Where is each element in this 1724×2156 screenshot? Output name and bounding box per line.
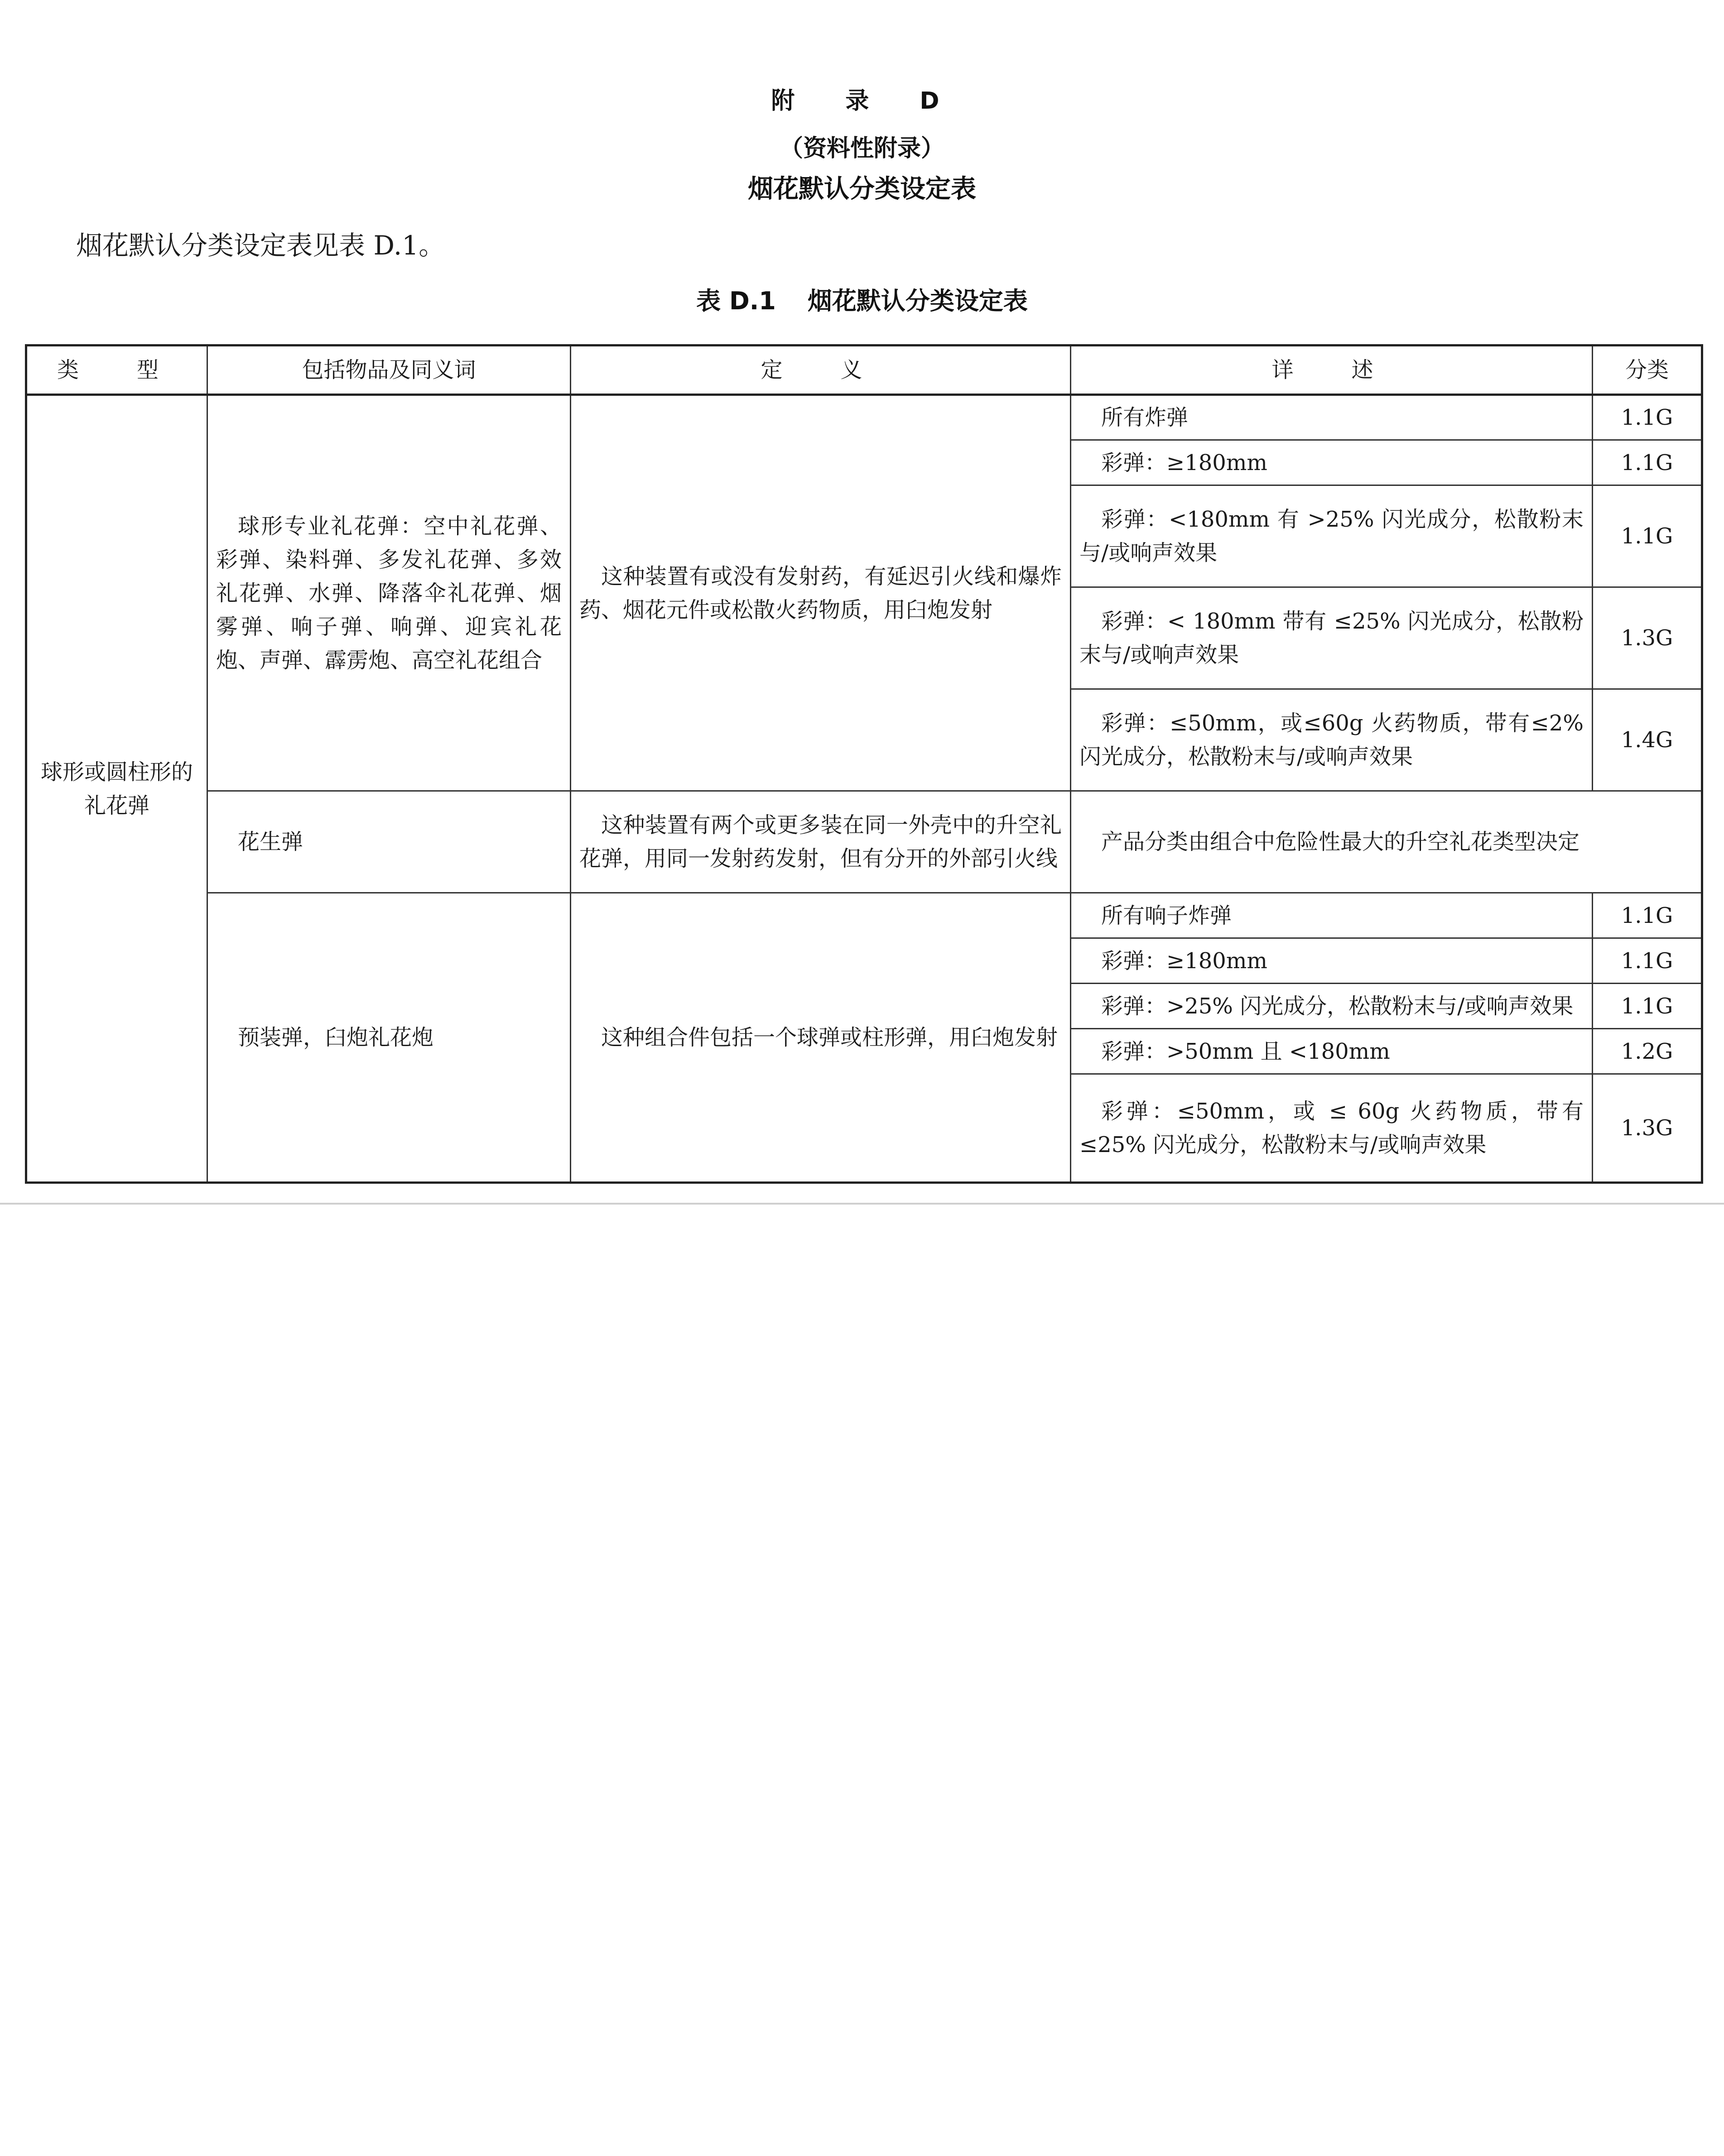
- type-cell: 球形或圆柱形的礼花弹: [26, 395, 207, 1183]
- table-caption-title: 烟花默认分类设定表: [807, 287, 1028, 315]
- class-cell: 1.1G: [1593, 395, 1702, 440]
- header-definition: 定 义: [571, 346, 1071, 395]
- table-row: [26, 791, 1702, 893]
- detail-cell: 彩弹：≤50mm，或 ≤ 60g 火药物质，带有 ≤25% 闪光成分，松散粉末与/或响声效果: [1071, 1074, 1593, 1183]
- detail-cell: 彩弹：≤50mm，或≤60g 火药物质，带有≤2% 闪光成分，松散粉末与/或响声效果: [1071, 689, 1593, 791]
- detail-cell: 彩弹：≥180mm: [1071, 938, 1593, 984]
- intro-paragraph: 烟花默认分类设定表见表 D.1。: [76, 230, 445, 261]
- detail-cell: 彩弹：< 180mm 带有 ≤25% 闪光成分，松散粉末与/或响声效果: [1071, 587, 1593, 689]
- definition-cell: 这种组合件包括一个球弹或柱形弹，用臼炮发射: [571, 893, 1071, 1183]
- appendix-heading: 烟花默认分类设定表: [748, 174, 976, 204]
- detail-cell: 彩弹：<180mm 有 >25% 闪光成分，松散粉末与/或响声效果: [1071, 485, 1593, 587]
- table-caption-number: 表 D.1: [696, 287, 776, 315]
- detail-cell: 所有响子炸弹: [1071, 893, 1593, 938]
- page-divider: [0, 1203, 1724, 1205]
- detail-cell: 彩弹：>25% 闪光成分，松散粉末与/或响声效果: [1071, 984, 1593, 1029]
- appendix-title: 附 录 D: [771, 87, 953, 115]
- table-caption: [0, 282, 1724, 317]
- header-items: 包括物品及同义词: [207, 346, 571, 395]
- table-row: [26, 395, 1702, 440]
- appendix-subtitle: （资料性附录）: [779, 135, 944, 162]
- class-cell: 1.2G: [1593, 1029, 1702, 1074]
- merged-detail-cell: 产品分类由组合中危险性最大的升空礼花类型决定: [1071, 791, 1702, 893]
- class-cell: 1.1G: [1593, 893, 1702, 938]
- table-row: [26, 893, 1702, 938]
- table-header-row: [26, 346, 1702, 395]
- classification-table: [25, 344, 1703, 1184]
- items-cell: 花生弹: [207, 791, 571, 893]
- class-cell: 1.3G: [1593, 1074, 1702, 1183]
- definition-cell: 这种装置有或没有发射药，有延迟引火线和爆炸药、烟花元件或松散火药物质，用臼炮发射: [571, 395, 1071, 791]
- detail-cell: 彩弹：>50mm 且 <180mm: [1071, 1029, 1593, 1074]
- class-cell: 1.1G: [1593, 984, 1702, 1029]
- detail-cell: 所有炸弹: [1071, 395, 1593, 440]
- class-cell: 1.1G: [1593, 440, 1702, 485]
- class-cell: 1.1G: [1593, 938, 1702, 984]
- class-cell: 1.1G: [1593, 485, 1702, 587]
- definition-cell: 这种装置有两个或更多装在同一外壳中的升空礼花弹，用同一发射药发射，但有分开的外部引火线: [571, 791, 1071, 893]
- header-type: 类 型: [26, 346, 207, 395]
- header-detail: 详 述: [1071, 346, 1593, 395]
- header-class: 分类: [1593, 346, 1702, 395]
- class-cell: 1.3G: [1593, 587, 1702, 689]
- items-cell: 预装弹，臼炮礼花炮: [207, 893, 571, 1183]
- class-cell: 1.4G: [1593, 689, 1702, 791]
- detail-cell: 彩弹：≥180mm: [1071, 440, 1593, 485]
- items-cell: 球形专业礼花弹：空中礼花弹、彩弹、染料弹、多发礼花弹、多效礼花弹、水弹、降落伞礼花弹、烟雾弹、响子弹、响弹、迎宾礼花炮、声弹、霹雳炮、高空礼花组合: [207, 395, 571, 791]
